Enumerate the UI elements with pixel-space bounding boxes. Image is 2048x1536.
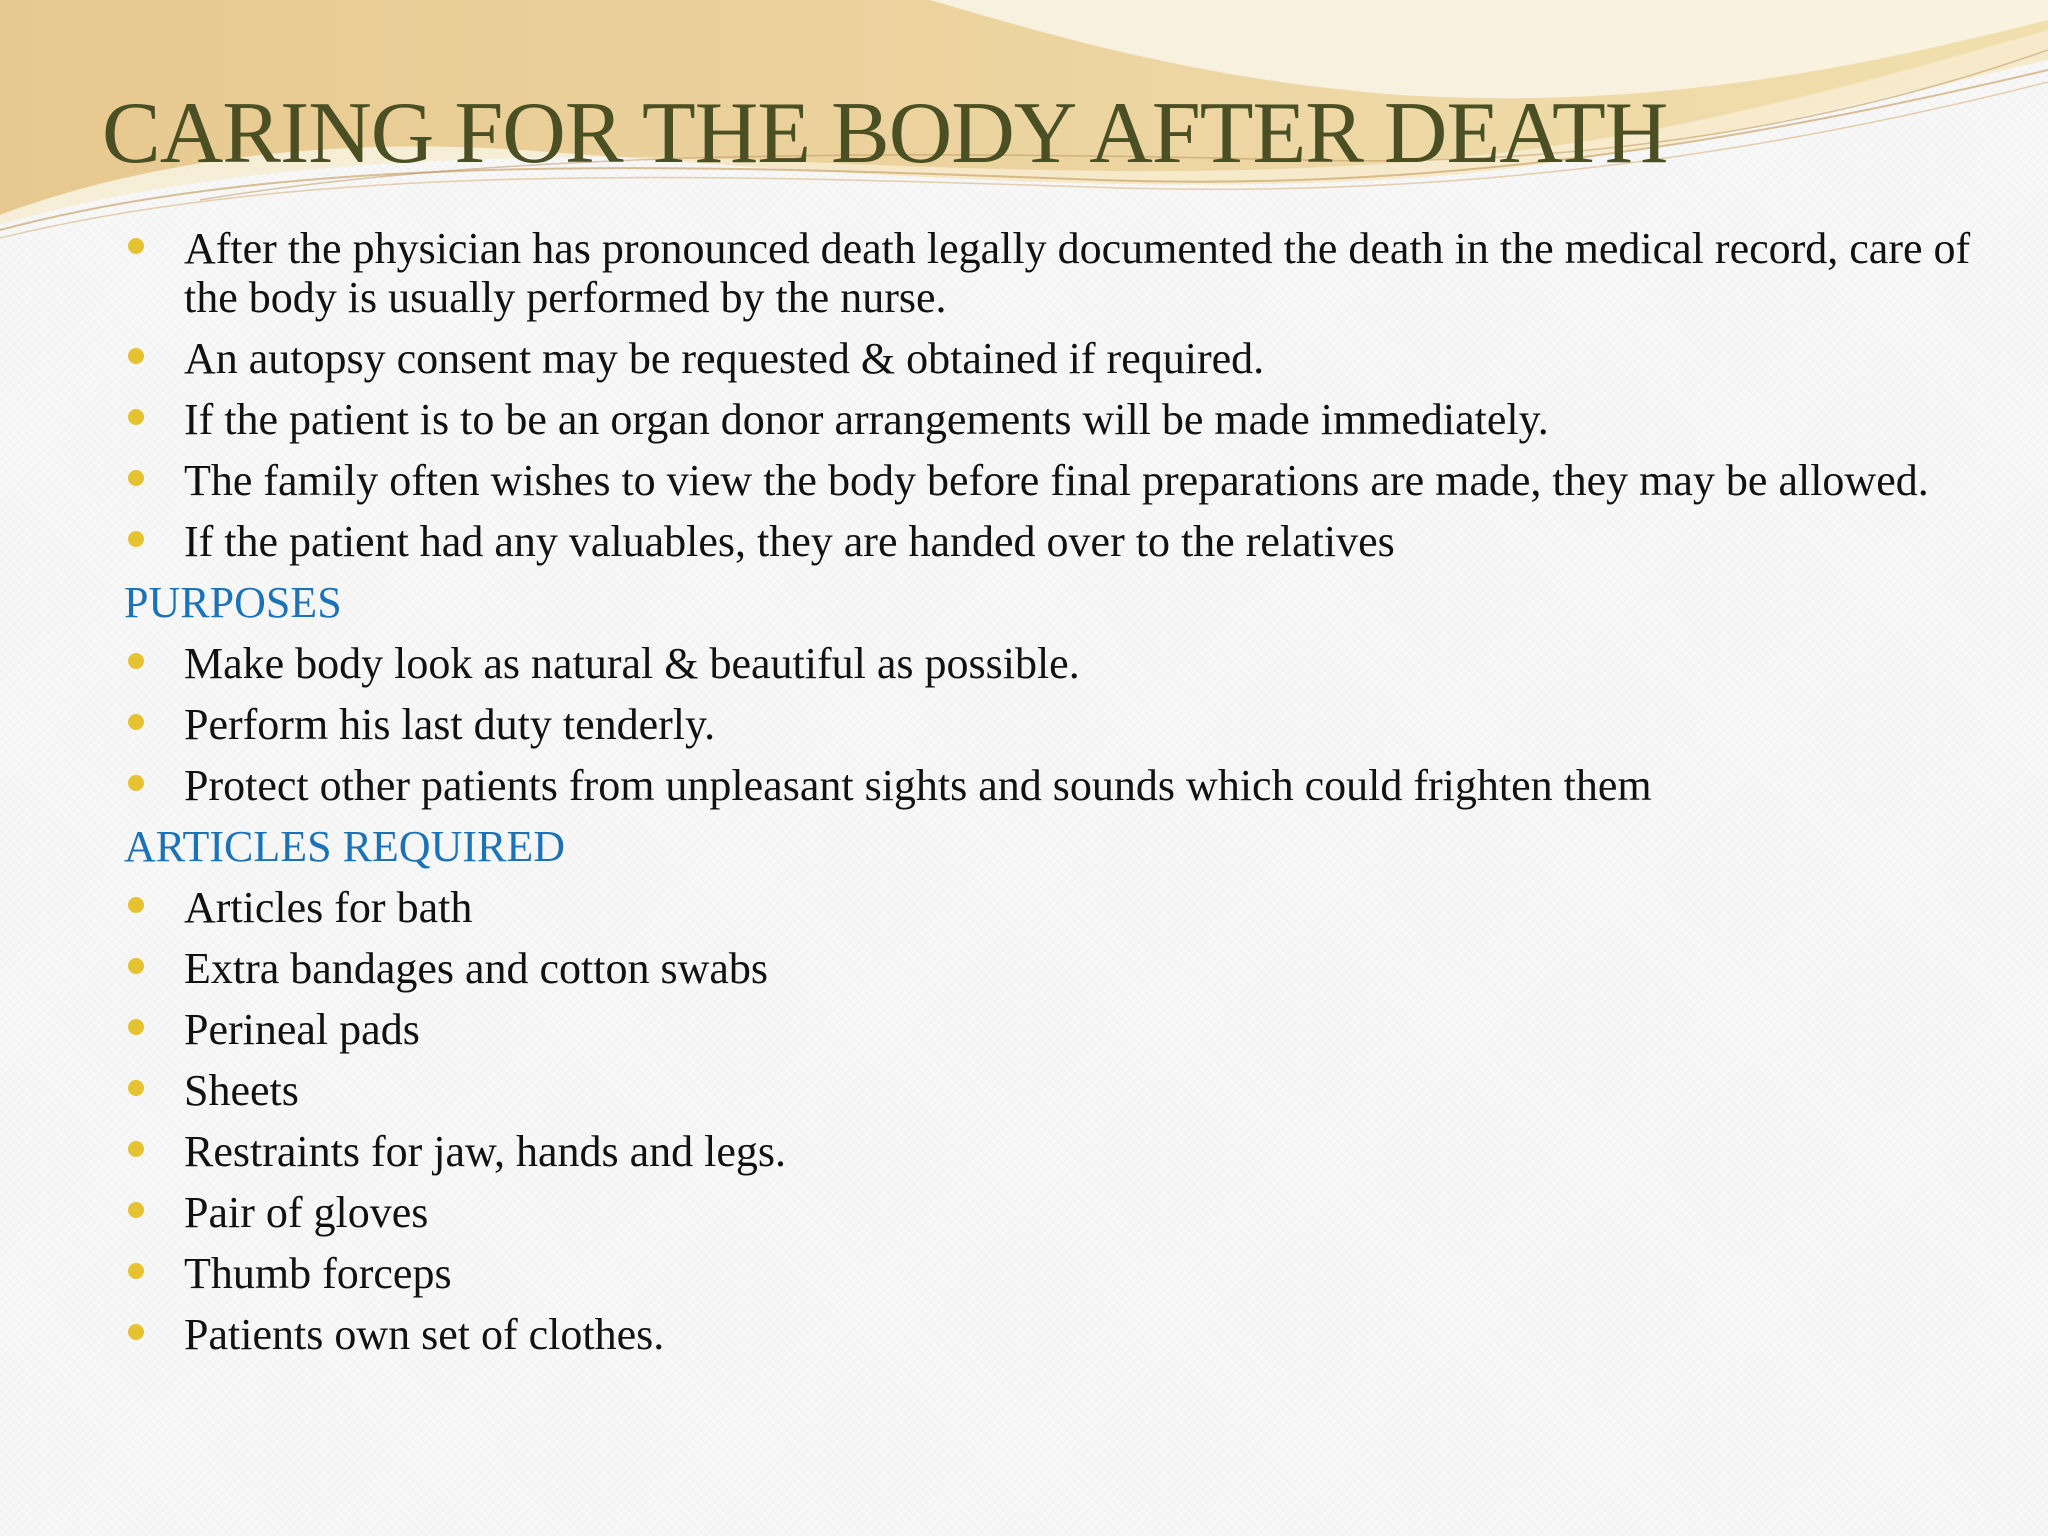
- slide-title: CARING FOR THE BODY AFTER DEATH: [102, 85, 1668, 182]
- list-item: Perform his last duty tenderly.: [122, 700, 2002, 749]
- list-item: Perineal pads: [122, 1005, 2002, 1054]
- bullet-dot-icon: [128, 470, 144, 486]
- articles-list: [122, 883, 2002, 1359]
- list-item: Patients own set of clothes.: [122, 1310, 2002, 1359]
- bullet-dot-icon: [128, 409, 144, 425]
- list-item: Make body look as natural & beautiful as possible.: [122, 639, 2002, 688]
- list-item: An autopsy consent may be requested & obtained if required.: [122, 334, 2002, 383]
- list-item: Thumb forceps: [122, 1249, 2002, 1298]
- bullet-dot-icon: [128, 714, 144, 730]
- list-item: Sheets: [122, 1066, 2002, 1115]
- intro-list: [122, 224, 2002, 566]
- list-item: The family often wishes to view the body before final preparations are made, they may be allowed.: [122, 456, 2002, 505]
- list-item: If the patient had any valuables, they are handed over to the relatives: [122, 517, 2002, 566]
- list-item: Extra bandages and cotton swabs: [122, 944, 2002, 993]
- slide-content: [122, 224, 2002, 1371]
- articles-heading: ARTICLES REQUIRED: [124, 822, 566, 871]
- bullet-dot-icon: [128, 238, 144, 254]
- list-item: If the patient is to be an organ donor arrangements will be made immediately.: [122, 395, 2002, 444]
- bullet-dot-icon: [128, 1019, 144, 1035]
- purposes-list: [122, 639, 2002, 810]
- list-item: After the physician has pronounced death legally documented the death in the medical record, care of the body is usually performed by the nurse.: [122, 224, 2002, 322]
- bullet-dot-icon: [128, 775, 144, 791]
- bullet-dot-icon: [128, 348, 144, 364]
- bullet-dot-icon: [128, 531, 144, 547]
- purposes-heading: PURPOSES: [124, 578, 342, 627]
- bullet-dot-icon: [128, 1141, 144, 1157]
- list-item: Pair of gloves: [122, 1188, 2002, 1237]
- bullet-dot-icon: [128, 1324, 144, 1340]
- bullet-dot-icon: [128, 958, 144, 974]
- bullet-dot-icon: [128, 1202, 144, 1218]
- bullet-dot-icon: [128, 1080, 144, 1096]
- list-item: Protect other patients from unpleasant sights and sounds which could frighten them: [122, 761, 2002, 810]
- bullet-dot-icon: [128, 897, 144, 913]
- list-item: Articles for bath: [122, 883, 2002, 932]
- bullet-dot-icon: [128, 1263, 144, 1279]
- list-item: Restraints for jaw, hands and legs.: [122, 1127, 2002, 1176]
- bullet-dot-icon: [128, 653, 144, 669]
